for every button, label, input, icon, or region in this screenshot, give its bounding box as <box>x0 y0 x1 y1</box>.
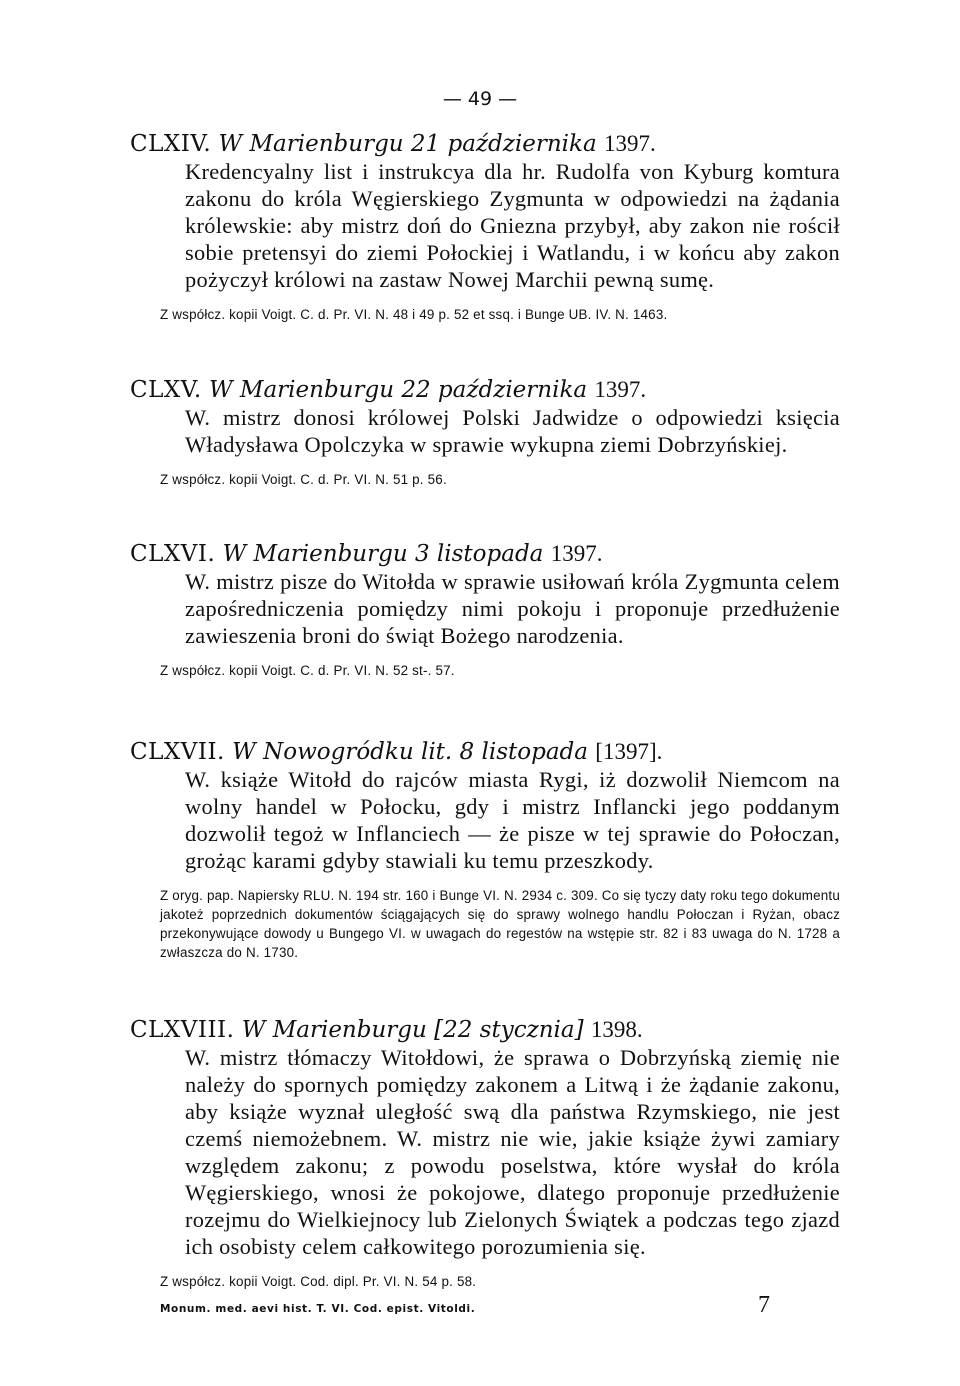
entry-summary: W. mistrz pisze do Witołda w sprawie usiłowań króla Zygmunta celem zapośredniczenia pomiędzy nimi pokoju i proponuje przedłużenie zawieszenia broni do świąt Bożego narodzenia. <box>185 569 840 648</box>
entry-summary: W. mistrz donosi królowej Polski Jadwidze o odpowiedzi księcia Władysława Opolczyka w sprawie wykupna ziemi Dobrzyńskiej. <box>185 405 840 457</box>
document-entry-clxvi <box>130 540 840 680</box>
page-footer <box>160 1292 770 1319</box>
entry-place: W Marienburgu <box>222 541 408 567</box>
entry-source-note: Z współcz. kopii Voigt. C. d. Pr. VI. N. 52 st-. 57. <box>160 663 455 678</box>
entry-place: W Marienburgu <box>241 1017 427 1043</box>
entry-number: CLXVII. <box>130 739 225 765</box>
footer-signature-mark: 7 <box>758 1292 770 1318</box>
entry-date: [22 stycznia] <box>434 1017 584 1043</box>
entry-number: CLXVI. <box>130 541 216 567</box>
entry-heading <box>130 738 840 766</box>
entry-heading <box>130 540 840 568</box>
entry-heading <box>130 1016 840 1044</box>
document-entry-clxiv <box>130 130 840 324</box>
entry-year: 1397. <box>550 541 603 566</box>
entry-heading <box>130 376 840 404</box>
entry-summary: Kredencyalny list i instrukcya dla hr. Rudolfa von Kyburg komtura zakonu do króla Węgierskiego Zygmunta w odpowiedzi na żądania królewskie: aby mistrz doń do Gniezna przybył, aby zakon nie rościł sobie pretensyi do ziemi Połockiej i Watlandu, i w końcu aby zakon pożyczył królowi na zastaw Nowej Marchii pewną sumę. <box>185 159 840 292</box>
document-entry-clxviii <box>130 1016 840 1291</box>
entry-year: 1397. <box>604 131 656 156</box>
document-entry-clxvii <box>130 738 840 962</box>
entry-date: 21 października <box>410 131 597 157</box>
entry-source-note: Z oryg. pap. Napiersky RLU. N. 194 str. 160 i Bunge VI. N. 2934 c. 309. Co się tyczy daty roku tego dokumentu jakoteż poprzednich dokumentów ściągających się do sprawy wolnego handlu Połoczan i Ryżan, obacz przekonywujące dowody u Bungego VI. w uwagach do regestów na wstępie str. 82 i 83 uwaga do N. 1728 a zwłaszcza do N. 1730. <box>160 888 840 960</box>
entry-date: 8 listopada <box>459 739 588 765</box>
entry-source-note: Z współcz. kopii Voigt. C. d. Pr. VI. N. 51 p. 56. <box>160 472 447 487</box>
entry-summary: W. książe Witołd do rajców miasta Rygi, iż dozwolił Niemcom na wolny handel w Połocku, gdy i mistrz Inflancki jego poddanym dozwolił tegoż w Inflanciech — że pisze w tej sprawie do Połoczan, grożąc karami gdyby stawiali ku temu przeszkody. <box>185 767 840 873</box>
entry-heading <box>130 130 840 158</box>
entry-place: W Marienburgu <box>208 377 395 403</box>
entry-source-note: Z współcz. kopii Voigt. C. d. Pr. VI. N. 48 i 49 p. 52 et ssq. i Bunge UB. IV. N. 1463. <box>160 307 668 322</box>
entry-year: 1397. <box>594 377 647 402</box>
entry-place: W Marienburgu <box>218 131 404 157</box>
entry-date: 3 listopada <box>414 541 544 567</box>
entry-year: [1397]. <box>595 739 663 764</box>
page-number: — 49 — <box>442 88 518 110</box>
entry-date: 22 października <box>401 377 588 403</box>
document-entry-clxv <box>130 376 840 489</box>
entry-number: CLXV. <box>130 377 202 403</box>
entry-place: W Nowogródku lit. <box>232 739 453 765</box>
entry-number: CLXIV. <box>130 131 212 157</box>
entry-summary: W. mistrz tłómaczy Witołdowi, że sprawa o Dobrzyńską ziemię nie należy do spornych pomiędzy zakonem a Litwą i że żądanie zakonu, aby książe wyznał uległość swą dla państwa Rzymskiego, nie jest czemś niemożebnem. W. mistrz nie wie, jakie książe żywi zamiary względem zakonu; z powodu poselstwa, które wysłał do króla Węgierskiego, wnosi że pokojowe, dlatego proponuje przedłużenie rozejmu do Wielkiejnocy lub Zielonych Świątek a podczas tego zjazd ich osobisty celem całkowitego porozumienia się. <box>185 1045 840 1259</box>
footer-series-title: Monum. med. aevi hist. T. VI. Cod. epist. Vitoldi. <box>160 1303 476 1315</box>
entry-year: 1398. <box>590 1017 643 1042</box>
entry-source-note: Z współcz. kopii Voigt. Cod. dipl. Pr. VI. N. 54 p. 58. <box>160 1274 477 1289</box>
entry-number: CLXVIII. <box>130 1017 235 1043</box>
